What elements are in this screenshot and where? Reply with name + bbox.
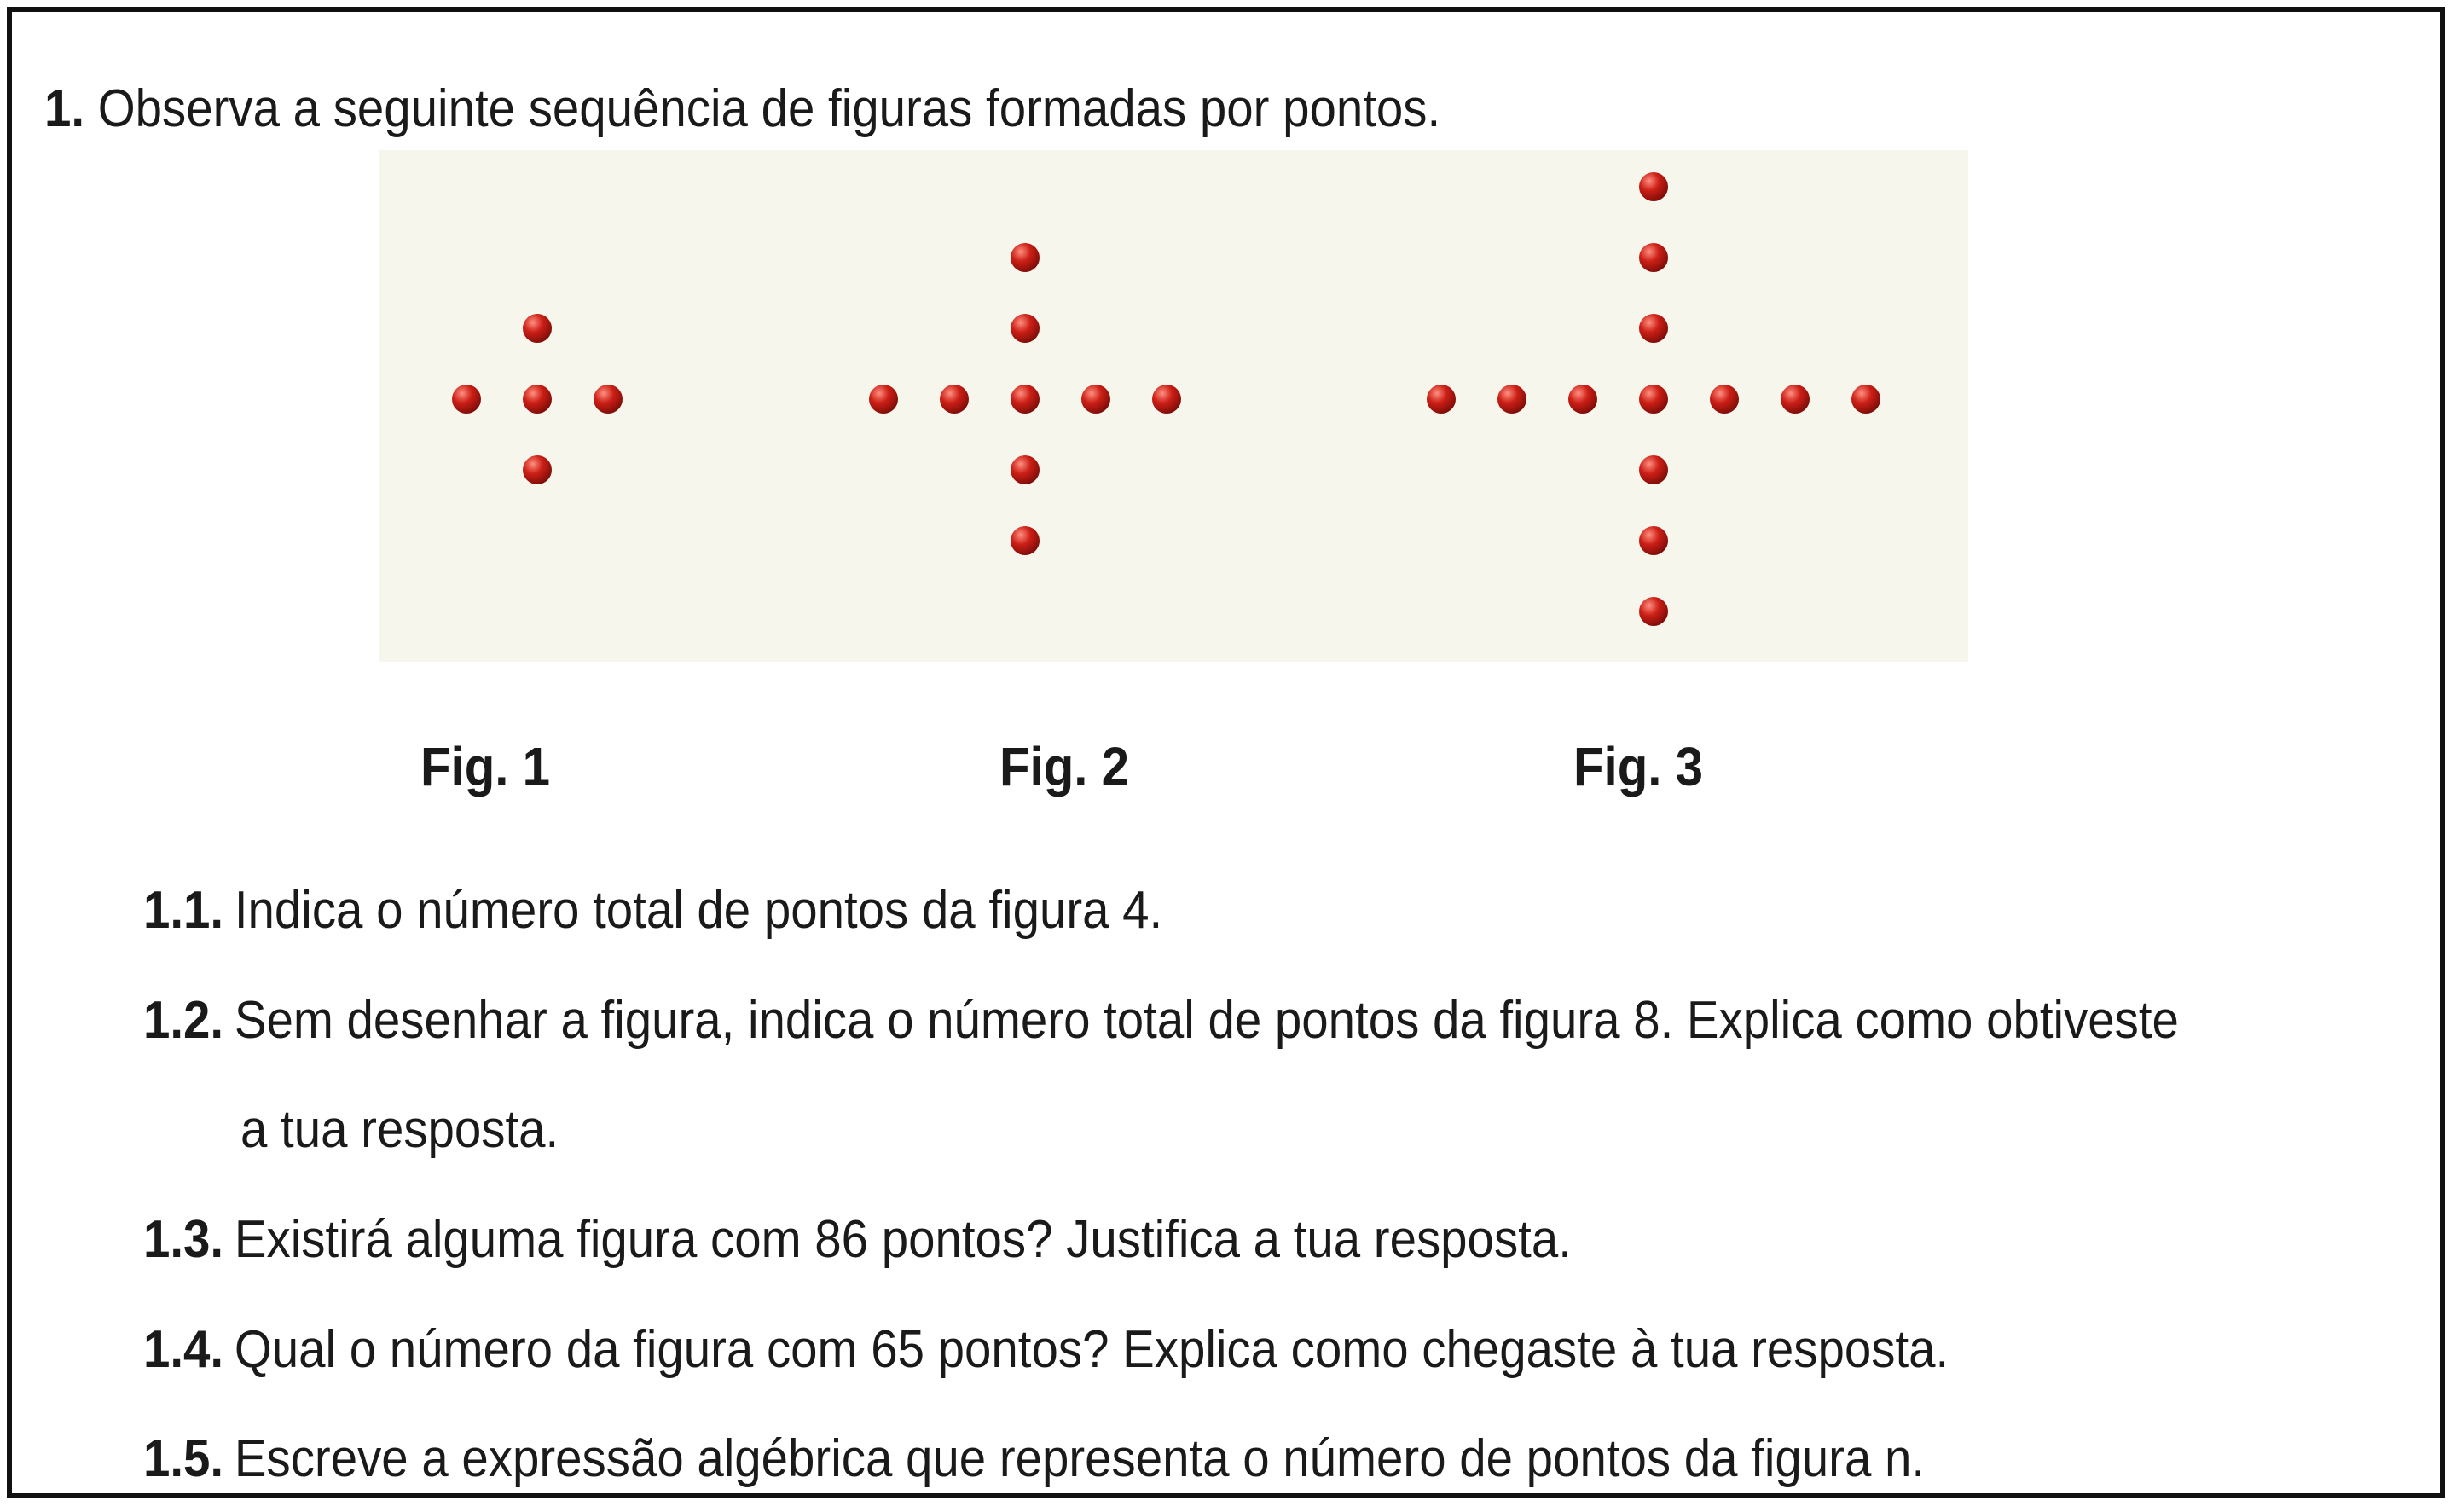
dot [1639,172,1668,201]
sub-question-1-1 [143,877,1162,945]
sub-question-1-3 [143,1206,1572,1274]
sub-question-1-4 [143,1316,1949,1384]
dot [1497,385,1526,414]
sub-question-text: Existirá alguma figura com 86 pontos? Justifica a tua resposta. [234,1210,1572,1269]
dot [1639,455,1668,484]
dot-figures-illustration [379,150,1968,662]
figure-panel [379,150,1968,662]
question-number: 1. [44,79,85,138]
figure-2-dots [869,243,1181,555]
figure-1-dots [452,314,623,484]
sub-question-1-2-continuation: a tua resposta. [240,1100,559,1159]
dot [1568,385,1597,414]
dot [1639,314,1668,343]
sub-question-number: 1.2. [143,991,224,1050]
dot [1427,385,1456,414]
dot [594,385,623,414]
dot [1639,597,1668,626]
sub-question-text: Sem desenhar a figura, indica o número total de pontos da figura 8. Explica como obtiveste [234,991,2179,1050]
sub-question-text: Indica o número total de pontos da figura 4. [234,881,1163,940]
dot [1152,385,1181,414]
figure-2-label: Fig. 2 [999,736,1130,797]
dot [869,385,898,414]
dot [523,385,552,414]
worksheet-frame [7,7,2445,1498]
sub-question-text: Qual o número da figura com 65 pontos? Explica como chegaste à tua resposta. [234,1320,1949,1379]
dot [1081,385,1110,414]
dot [1011,314,1040,343]
dot [1710,385,1739,414]
question-title [44,75,1440,143]
dot [1639,526,1668,555]
sub-question-number: 1.3. [143,1210,224,1269]
question-text: Observa a seguinte sequência de figuras formadas por pontos. [97,79,1441,138]
figure-1-label: Fig. 1 [420,736,551,797]
dot [523,455,552,484]
dot [523,314,552,343]
dot [452,385,481,414]
dot [1011,385,1040,414]
sub-question-1-2 [143,987,2179,1055]
dot [1639,243,1668,272]
sub-question-number: 1.5. [143,1429,224,1488]
dot [1639,385,1668,414]
figure-3-label: Fig. 3 [1573,736,1704,797]
dot [1011,526,1040,555]
dot [1851,385,1880,414]
sub-question-number: 1.4. [143,1320,224,1379]
dot [940,385,969,414]
sub-question-text: Escreve a expressão algébrica que representa o número de pontos da figura n. [234,1429,1926,1488]
dot [1011,243,1040,272]
dot [1781,385,1810,414]
sub-question-1-5 [143,1425,1925,1493]
sub-question-number: 1.1. [143,881,224,940]
figure-3-dots [1427,172,1880,626]
dot [1011,455,1040,484]
